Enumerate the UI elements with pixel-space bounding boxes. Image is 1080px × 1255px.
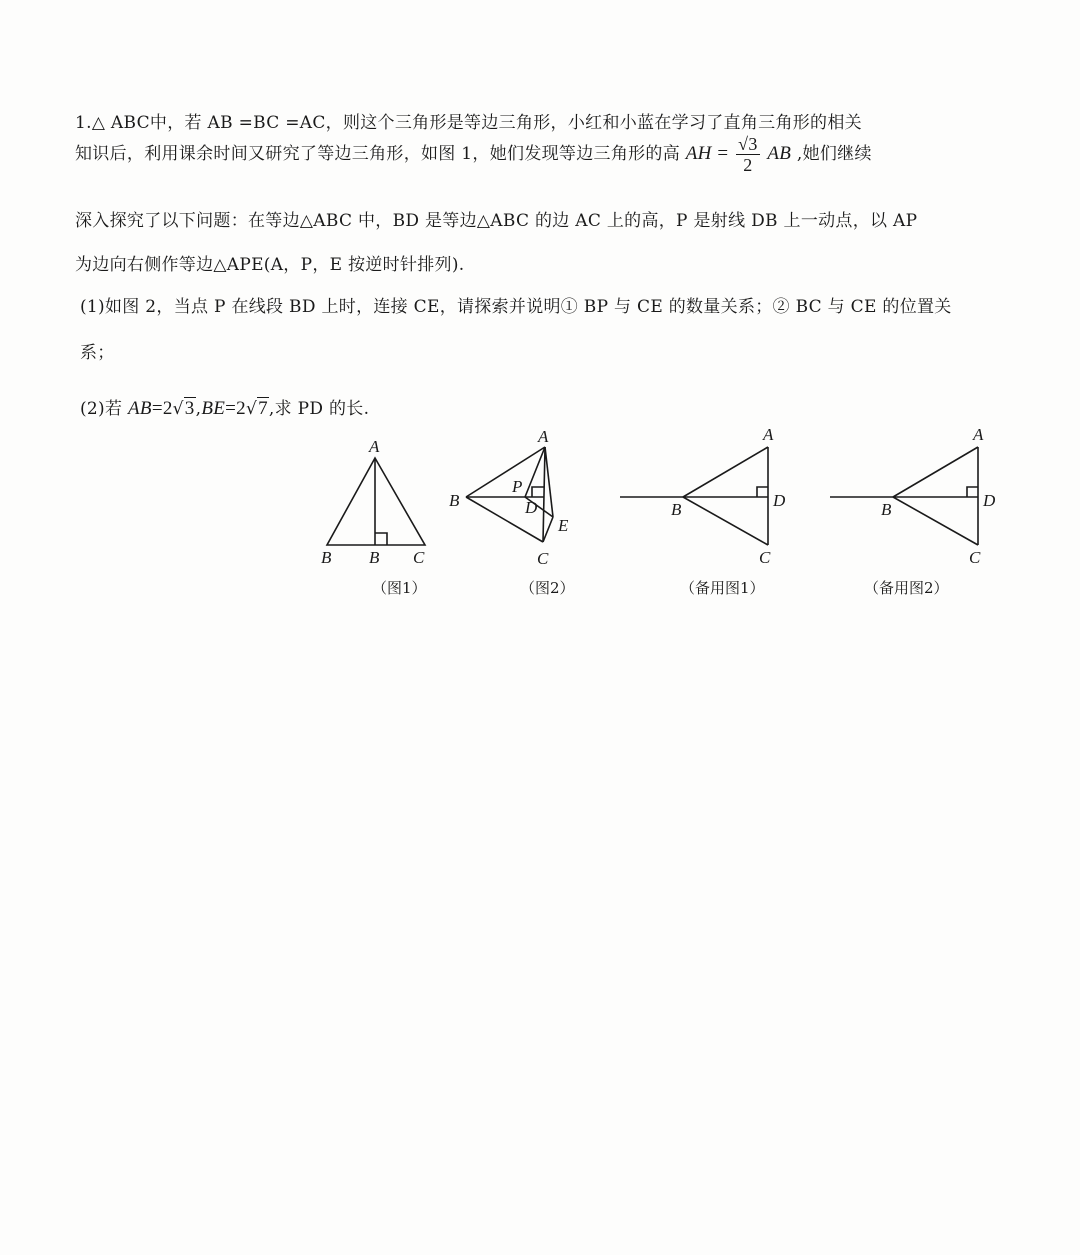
fig4-label-b: B: [881, 500, 892, 519]
fig2-label-p: P: [512, 477, 523, 496]
fig2-ae: [545, 447, 553, 517]
fig3-caption: （备用图1）: [680, 579, 765, 597]
q2-be: BE: [201, 398, 226, 419]
equals-sign: =: [717, 143, 729, 164]
fig2-caption: （图2）: [520, 579, 575, 597]
question-1-line-2: 系；: [80, 343, 115, 363]
line2-tail: ,她们继续: [796, 144, 872, 164]
fig4-label-c: C: [969, 548, 981, 567]
ah-symbol: AH: [685, 143, 712, 164]
figure-2: [466, 447, 553, 542]
fig2-ab: [466, 447, 545, 497]
fraction-numerator: √3: [738, 134, 758, 154]
fig3-label-d: D: [773, 491, 786, 510]
fig4-ab: [893, 447, 978, 497]
fig2-label-a: A: [538, 427, 549, 446]
problem-line-4: 为边向右侧作等边△APE(A，P，E 按逆时针排列).: [75, 255, 465, 275]
fig4-label-a: A: [973, 425, 984, 444]
fig1-caption: （图1）: [372, 579, 427, 597]
fig3-bc: [683, 497, 768, 545]
fig2-ce: [543, 517, 553, 542]
fig3-label-b: B: [671, 500, 682, 519]
fig1-right-angle-mark: [375, 533, 387, 545]
fig2-label-e: E: [558, 516, 569, 535]
fig2-right-angle-mark: [532, 487, 544, 497]
figure-4: [830, 447, 978, 545]
fig2-ac: [543, 447, 545, 542]
question-1-line-1: (1)如图 2，当点 P 在线段 BD 上时，连接 CE，请探索并说明① BP 与 CE 的数量关系；② BC 与 CE 的位置关: [80, 297, 952, 317]
fraction-denominator: 2: [743, 155, 753, 175]
q2-radicand-2: 7: [258, 398, 268, 419]
sqrt-sign-2: √: [245, 399, 258, 419]
fig4-label-d: D: [983, 491, 996, 510]
figure-1: [327, 458, 425, 545]
fig3-label-c: C: [759, 548, 771, 567]
fig2-ap: [525, 447, 545, 497]
ab-symbol: AB: [767, 143, 792, 164]
figure-3: [620, 447, 768, 545]
fig3-ab: [683, 447, 768, 497]
fig4-caption: （备用图2）: [864, 579, 949, 597]
fig3-right-angle-mark: [757, 487, 768, 497]
fig2-label-b: B: [449, 491, 460, 510]
fig2-label-c: C: [537, 549, 549, 568]
line2-text: 知识后，利用课余时间又研究了等边三角形，如图 1，她们发现等边三角形的高: [75, 144, 681, 164]
q2-ab: AB: [128, 398, 152, 419]
sqrt-sign-1: √: [172, 399, 184, 419]
fig4-bc: [893, 497, 978, 545]
fig1-label-a: A: [369, 437, 380, 456]
q2-suffix: ,求 PD 的长.: [268, 399, 370, 419]
fig1-triangle: [327, 458, 425, 545]
fig3-label-a: A: [763, 425, 774, 444]
q2-prefix: (2)若: [80, 399, 123, 419]
q2-eq2: =2: [225, 398, 246, 419]
q2-radicand-1: 3: [184, 398, 195, 419]
fig4-right-angle-mark: [967, 487, 978, 497]
fig1-label-c: C: [413, 548, 425, 567]
fig1-label-h: B: [369, 548, 380, 567]
fig2-label-d: D: [525, 498, 538, 517]
problem-line-3: 深入探究了以下问题：在等边△ABC 中，BD 是等边△ABC 的边 AC 上的高，P 是射线 DB 上一动点，以 AP: [75, 211, 918, 231]
fig1-label-b: B: [321, 548, 332, 567]
problem-line-1: 1.△ ABC中，若 AB =BC =AC，则这个三角形是等边三角形，小红和小蓝在学习了直角三角形的相关: [75, 113, 862, 133]
q2-eq1: =2: [151, 398, 173, 419]
q2-comma: ,: [195, 399, 202, 419]
